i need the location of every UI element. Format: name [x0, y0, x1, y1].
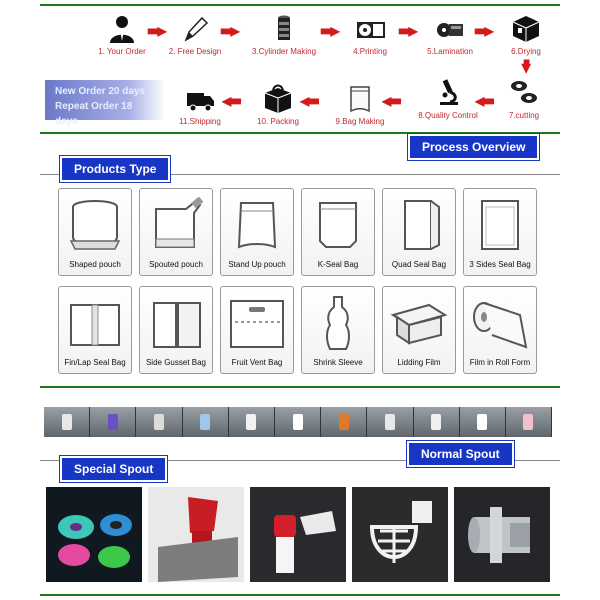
product-card-side-gusset-bag [139, 286, 213, 374]
step-label: 11.Shipping [179, 117, 221, 126]
normal-spout-title: Normal Spout [407, 441, 514, 467]
step-cutting [484, 78, 564, 120]
basket-spout-image [352, 487, 448, 582]
package-icon [263, 84, 293, 114]
product-label: 3 Sides Seal Bag [469, 260, 531, 269]
film-roll-icon [470, 295, 530, 353]
step-label: 9.Bag Making [335, 117, 385, 126]
special-spout-photo [454, 487, 550, 582]
step-cylinder-making [244, 14, 324, 56]
bag-icon [345, 84, 375, 114]
large-spout-fitting-image [454, 487, 550, 582]
arrow-right-icon: ■■▶ [220, 24, 238, 38]
step-label: 6.Drying [511, 47, 541, 56]
process-overview-title: Process Overview [408, 134, 539, 160]
product-label: K-Seal Bag [317, 260, 359, 269]
spout-cap [385, 414, 395, 430]
step-label: 8.Quality Control [418, 111, 478, 120]
spout-cap [200, 414, 210, 430]
spout-cap [108, 414, 118, 430]
product-card-stand-up-pouch [220, 188, 294, 276]
product-card-quad-seal-bag [382, 188, 456, 276]
new-order-days: New Order 20 days [55, 86, 146, 97]
lidding-tray-icon [389, 295, 449, 353]
step-label: 3.Cylinder Making [251, 47, 317, 56]
special-spout-photo [148, 487, 244, 582]
special-spout-photo [46, 487, 142, 582]
normal-spout-strip [44, 407, 552, 437]
step-label: 1. Your Order [98, 47, 146, 56]
product-card-shaped-pouch [58, 188, 132, 276]
spout-item [321, 407, 367, 437]
products-bottom-divider [40, 386, 560, 388]
spout-cap [523, 414, 533, 430]
product-card-fin-lap-seal-bag [58, 286, 132, 374]
spout-item [183, 407, 229, 437]
spout-item [136, 407, 182, 437]
product-card-3-sides-seal-bag [463, 188, 537, 276]
spout-cap [62, 414, 72, 430]
special-spout-title: Special Spout [60, 456, 167, 482]
arrow-right-icon: ■■▶ [320, 24, 338, 38]
spout-item [44, 407, 90, 437]
special-spout-photo [250, 487, 346, 582]
bottle-icon [308, 295, 368, 353]
spout-cap [293, 414, 303, 430]
step-label: 10. Packing [257, 117, 299, 126]
spout-cap [477, 414, 487, 430]
repeat-order-days: Repeat Order 18 days [55, 101, 133, 127]
arrow-right-icon: ■■▶ [398, 24, 416, 38]
fruit-vent-bag-icon [227, 295, 287, 353]
red-spout-image [148, 487, 244, 582]
cutting-rolls-icon [509, 78, 539, 108]
lamination-roll-icon [435, 14, 465, 44]
special-spout-photo [352, 487, 448, 582]
product-card-spouted-pouch [139, 188, 213, 276]
product-label: Lidding Film [397, 358, 441, 367]
top-divider [40, 4, 560, 6]
spout-item [275, 407, 321, 437]
product-label: Spouted pouch [149, 260, 203, 269]
product-card-film-in-roll-form [463, 286, 537, 374]
product-label: Stand Up pouch [228, 260, 286, 269]
colored-spout-caps-image [46, 487, 142, 582]
step-label: 2. Free Design [168, 47, 222, 56]
product-label: Film in Roll Form [469, 358, 531, 367]
arrow-left-icon: ◀■■ [300, 94, 318, 108]
product-card-k-seal-bag [301, 188, 375, 276]
product-card-lidding-film [382, 286, 456, 374]
person-icon [107, 14, 137, 44]
k-seal-bag-icon [308, 197, 368, 255]
spout-item [229, 407, 275, 437]
cylinder-icon [269, 14, 299, 44]
spouted-pouch-icon [146, 197, 206, 255]
product-label: Side Gusset Bag [145, 358, 207, 367]
step-label: 7.cutting [508, 111, 540, 120]
spout-item [414, 407, 460, 437]
step-drying [486, 14, 566, 56]
step-label: 4.Printing [353, 47, 387, 56]
arrow-right-icon: ■■▶ [474, 24, 492, 38]
product-card-fruit-vent-bag [220, 286, 294, 374]
printing-roll-icon [355, 14, 385, 44]
microscope-icon [433, 78, 463, 108]
side-gusset-bag-icon [146, 295, 206, 353]
spout-item [460, 407, 506, 437]
shaped-pouch-icon [65, 197, 125, 255]
spout-cap [431, 414, 441, 430]
spout-cap [246, 414, 256, 430]
cube-icon [511, 14, 541, 44]
product-label: Shaped pouch [69, 260, 121, 269]
spout-item [367, 407, 413, 437]
truck-icon [185, 84, 215, 114]
arrow-right-icon: ■■▶ [147, 24, 165, 38]
product-card-shrink-sleeve [301, 286, 375, 374]
spout-item [90, 407, 136, 437]
product-label: Fruit Vent Bag [231, 358, 283, 367]
arrow-left-icon: ◀■■ [222, 94, 240, 108]
stand-up-pouch-icon [227, 197, 287, 255]
spout-item [506, 407, 552, 437]
products-type-title: Products Type [60, 156, 170, 182]
arrow-left-icon: ◀■■ [475, 94, 493, 108]
quad-seal-bag-icon [389, 197, 449, 255]
three-side-seal-bag-icon [470, 197, 530, 255]
fin-lap-seal-bag-icon [65, 295, 125, 353]
bottom-divider [40, 594, 560, 596]
step-label: 5.Lamination [427, 47, 473, 56]
order-lead-time-banner [45, 80, 165, 127]
arrow-left-icon: ◀■■ [382, 94, 400, 108]
product-label: Quad Seal Bag [391, 260, 447, 269]
arrow-down-icon: ■▶ [520, 58, 535, 72]
product-label: Shrink Sleeve [313, 358, 363, 367]
pencil-icon [180, 14, 210, 44]
product-label: Fin/Lap Seal Bag [64, 358, 126, 367]
twist-cap-spout-image [250, 487, 346, 582]
spout-cap [339, 414, 349, 430]
spout-cap [154, 414, 164, 430]
